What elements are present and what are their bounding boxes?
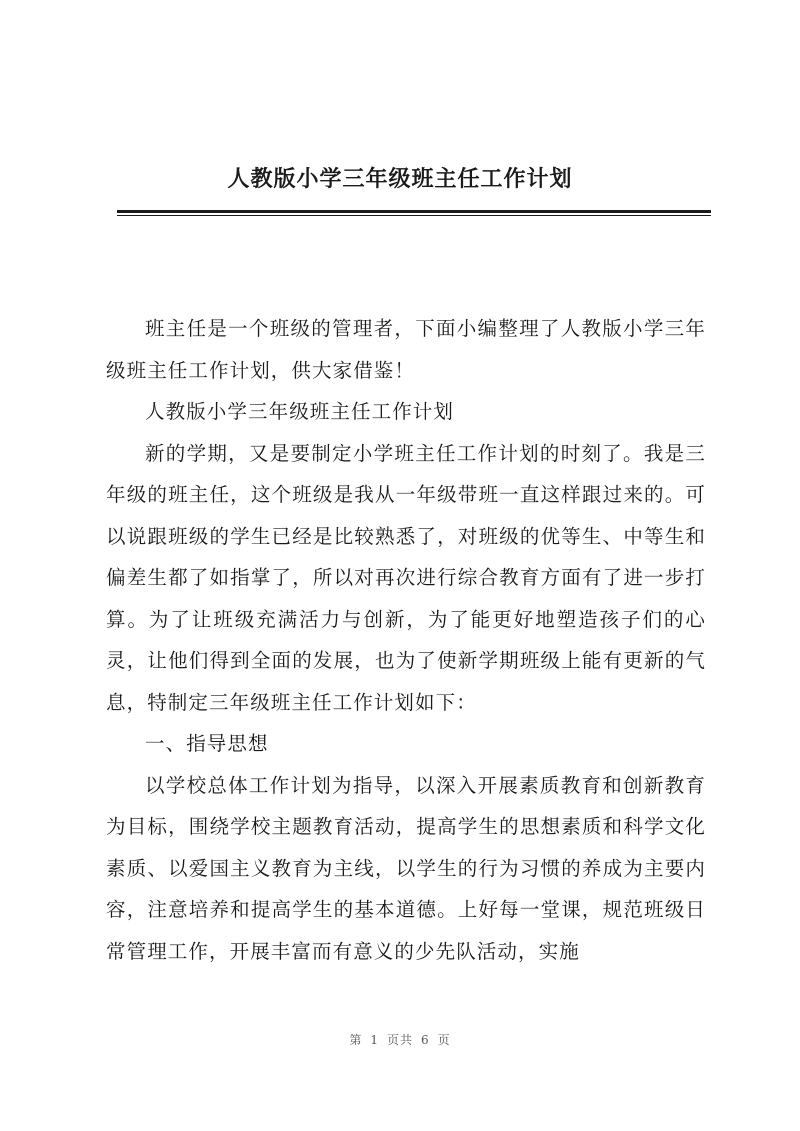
document-body	[106, 308, 706, 972]
page-footer	[0, 1031, 800, 1048]
opening-paragraph: 新的学期，又是要制定小学班主任工作计划的时刻了。我是三年级的班主任，这个班级是我从一年级带班一直这样跟过来的。可以说跟班级的学生已经是比较熟悉了，对班级的优等生、中等生和偏差生都了如指掌了，所以对再次进行综合教育方面有了进一步打算。为了让班级充满活力与创新，为了能更好地塑造孩子们的心灵，让他们得到全面的发展，也为了使新学期班级上能有更新的气息，特制定三年级班主任工作计划如下：	[106, 441, 706, 714]
document-title: 人教版小学三年级班主任工作计划	[227, 166, 573, 192]
guiding-ideology-paragraph: 以学校总体工作计划为指导，以深入开展素质教育和创新教育为目标，围绕学校主题教育活动，提高学生的思想素质和科学文化素质、以爱国主义教育为主线，以学生的行为习惯的养成为主要内容，注意培养和提高学生的基本道德。上好每一堂课，规范班级日常管理工作，开展丰富而有意义的少先队活动，实施	[106, 773, 706, 963]
title-underline-thin	[117, 215, 711, 216]
title-underline-thick	[117, 210, 711, 213]
footer-prefix: 第	[349, 1033, 363, 1047]
footer-middle: 页共	[386, 1033, 413, 1047]
footer-suffix: 页	[437, 1033, 451, 1047]
section-heading-guiding-ideology: 一、指导思想	[145, 732, 269, 755]
subtitle-paragraph: 人教版小学三年级班主任工作计划	[145, 400, 455, 423]
intro-paragraph: 班主任是一个班级的管理者，下面小编整理了人教版小学三年级班主任工作计划，供大家借鉴！	[106, 317, 706, 382]
footer-page-number: 1	[370, 1033, 379, 1047]
footer-total-pages: 6	[421, 1033, 430, 1047]
